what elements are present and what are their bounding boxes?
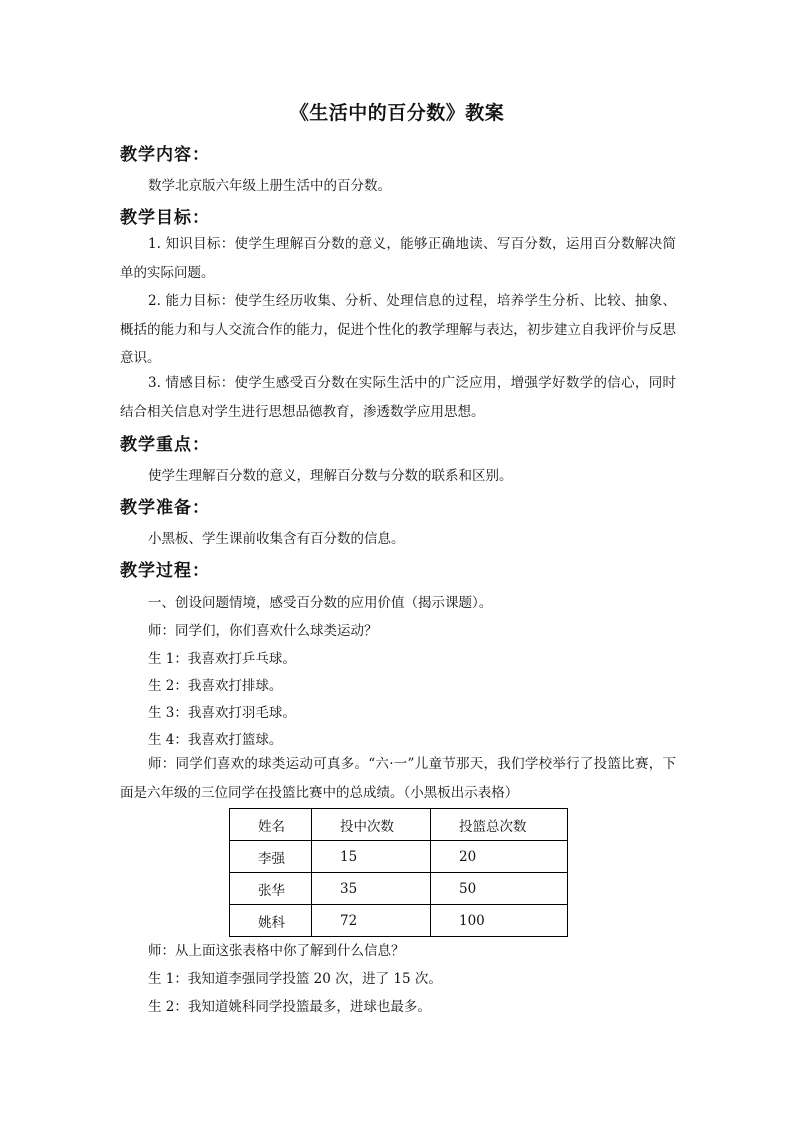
teacher-paragraph: 师：同学们喜欢的球类运动可真多。“六·一”儿童节那天，我们学校举行了投篮比赛，下面是六年级的三位同学在投篮比赛中的总成绩。（小黑板出示表格）: [120, 756, 676, 801]
table-header-cell: 姓名: [230, 809, 312, 841]
process-line: 一、创设问题情境，感受百分数的应用价值（揭示课题）。: [148, 595, 493, 611]
section-heading-goals: 教学目标：: [120, 208, 210, 228]
document-title: 《生活中的百分数》教案: [289, 102, 505, 124]
process-after-line: 师：从上面这张表格中你了解到什么信息？: [148, 943, 405, 959]
table-header-row: [230, 809, 568, 841]
table-row: [230, 841, 568, 873]
process-line: 生 3：我喜欢打羽毛球。: [148, 705, 296, 721]
table-cell: 张华: [230, 873, 312, 905]
content-text: 数学北京版六年级上册生活中的百分数。: [148, 178, 391, 194]
process-after-line: 生 2：我知道姚科同学投篮最多，进球也最多。: [148, 999, 431, 1015]
table-cell: 50: [431, 873, 568, 905]
goal-item-ability: 2. 能力目标：使学生经历收集、分析、处理信息的过程，培养学生分析、比较、抽象、概括的能力和与人交流合作的能力，促进个性化的教学理解与表达，初步建立自我评价与反思意识。: [120, 293, 676, 366]
section-heading-content: 教学内容：: [120, 145, 210, 165]
section-heading-process: 教学过程：: [120, 561, 210, 581]
table-header-cell: 投篮总次数: [431, 809, 568, 841]
preparation-text: 小黑板、学生课前收集含有百分数的信息。: [148, 531, 405, 547]
table-cell: 35: [312, 873, 431, 905]
process-line: 师：同学们，你们喜欢什么球类运动？: [148, 623, 378, 639]
table-cell: 100: [431, 905, 568, 937]
process-after-line: 生 1：我知道李强同学投篮 20 次，进了 15 次。: [148, 971, 442, 987]
section-heading-preparation: 教学准备：: [120, 498, 210, 518]
table-row: [230, 873, 568, 905]
table-cell: 15: [312, 841, 431, 873]
process-line: 生 2：我喜欢打排球。: [148, 678, 283, 694]
process-line: 生 4：我喜欢打篮球。: [148, 732, 283, 748]
goal-item-knowledge: 1. 知识目标：使学生理解百分数的意义，能够正确地读、写百分数，运用百分数解决简单的实际问题。: [120, 236, 676, 281]
section-heading-key-points: 教学重点：: [120, 435, 210, 455]
score-table: [229, 808, 568, 937]
table-cell: 72: [312, 905, 431, 937]
table-cell: 姚科: [230, 905, 312, 937]
table-row: [230, 905, 568, 937]
table-cell: 20: [431, 841, 568, 873]
table-header-cell: 投中次数: [312, 809, 431, 841]
goal-item-emotion: 3. 情感目标：使学生感受百分数在实际生活中的广泛应用，增强学好数学的信心，同时结合相关信息对学生进行思想品德教育，渗透数学应用思想。: [120, 375, 676, 420]
key-points-text: 使学生理解百分数的意义，理解百分数与分数的联系和区别。: [148, 468, 513, 484]
table-cell: 李强: [230, 841, 312, 873]
process-line: 生 1：我喜欢打乒乓球。: [148, 651, 296, 667]
